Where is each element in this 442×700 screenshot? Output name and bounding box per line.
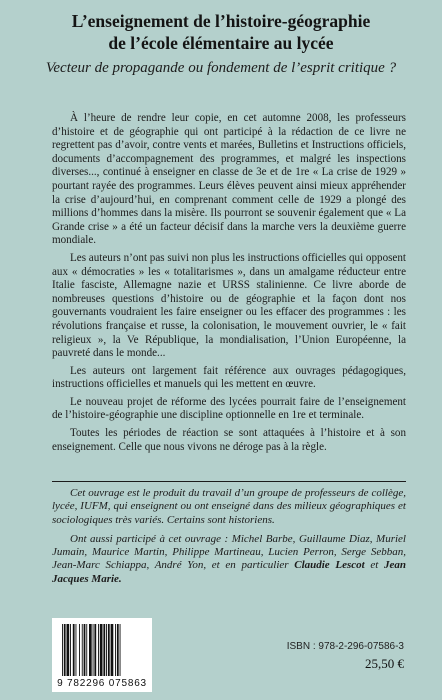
body-paragraph: Le nouveau projet de réforme des lycées pourrait faire de l’enseignement de l’histoire-géographie une discipline optionnelle en 1re et terminale. [52, 395, 406, 422]
barcode-bars-icon [60, 624, 144, 676]
body-paragraph: Toutes les périodes de réaction se sont attaquées à l’histoire et à son enseignement. Celle que nous vivons ne déroge pas à la règle. [52, 427, 406, 453]
back-cover-text [52, 112, 406, 454]
isbn-label: ISBN : 978-2-296-07586-3 [286, 641, 404, 652]
credits-conjunction: et [370, 559, 379, 572]
credits-block [52, 487, 406, 586]
body-paragraph: À l’heure de rendre leur copie, en cet automne 2008, les professeurs d’histoire et de géographie qui ont participé à la rédaction de ce livre ne regrettent pas d’avoir, contre vents et marées, Bulletins et Instructions officiels, documents d’accompagnement des programmes, et malgré les inspections diverses..., continué à enseigner en classe de 3e et de 1re « La crise de 1929 » pourtant rayée des programmes. Leurs élèves peuvent ainsi mieux appréhender la crise d’aujourd’hui, en comprenant comment celle de 1929 a plongé des millions d’hommes dans la misère. Ils pourront se souvenir également que « La Grande crise » a été un facteur décisif dans la marche vers la deuxième guerre mondiale. [52, 112, 406, 247]
contributor-name: Jean Jacques Marie. [52, 559, 407, 585]
barcode [52, 618, 152, 692]
body-paragraph: Les auteurs ont largement fait référence aux ouvrages pédagogiques, instructions officielles et manuels qui les mettent en œuvre. [52, 364, 406, 391]
barcode-number: 9 782296 075863 [57, 678, 147, 689]
credits-paragraph: Cet ouvrage est le produit du travail d’un groupe de professeurs de collège, lycée, IUFM, qui enseignent ou ont enseigné dans des milieux géographiques et sociologiques très variés. Certains sont historiens. [52, 487, 406, 526]
price-label: 25,50 € [365, 656, 404, 671]
book-title [0, 10, 442, 54]
contributors-text: Ont aussi participé à cet ouvrage : Michel Barbe, Guillaume Diaz, Muriel Jumain, Maurice Martin, Philippe Martineau, Lucien Perron, Serge Sebban, Jean-Marc Schiappa, André Yon, et en particulier [52, 532, 406, 572]
credits-paragraph [52, 533, 406, 586]
title-line-1: L’enseignement de l’histoire-géographie [71, 11, 371, 31]
title-line-2: de l’école élémentaire au lycée [108, 33, 334, 53]
contributor-name: Claudie Lescot [294, 559, 365, 572]
body-paragraph: Les auteurs n’ont pas suivi non plus les instructions officielles qui opposent aux « démocraties » les « totalitarismes », dans un amalgame réducteur entre Italie fasciste, Allemagne nazie et URSS stalinienne. Ce livre aborde de nombreuses questions d’histoire ou de géographie et la façon dont nos gouvernants voudraient les faire enseigner ou les effacer des programmes : les révolutions française et russe, la colonisation, le mouvement ouvrier, le « fait religieux », la Ve République, la mondialisation, l’Union Européenne, la pauvreté dans le monde... [52, 251, 406, 360]
section-divider [52, 481, 406, 482]
book-subtitle: Vecteur de propagande ou fondement de l’esprit critique ? [45, 60, 397, 76]
